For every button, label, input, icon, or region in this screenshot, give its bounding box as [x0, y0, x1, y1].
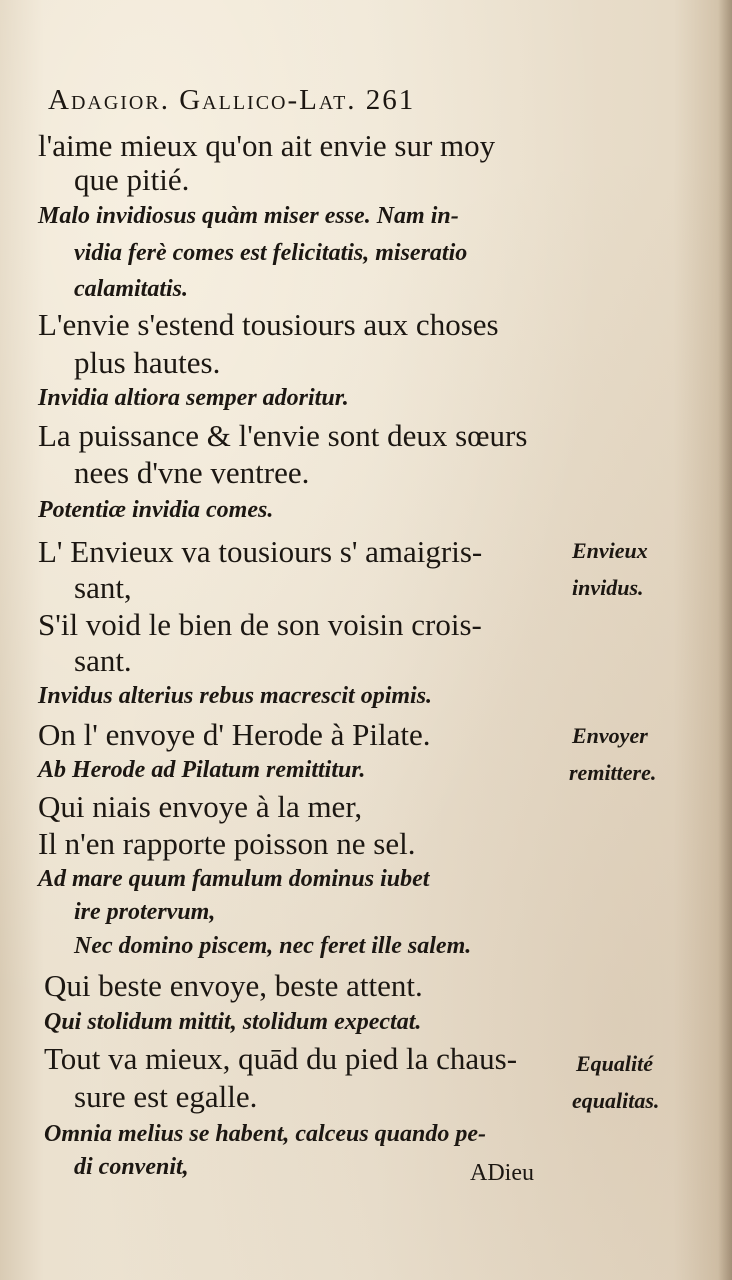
text-line-latin: Invidia altiora semper adoritur.: [38, 385, 349, 411]
text-line-french: sure est egalle.: [74, 1079, 258, 1114]
text-line-latin: calamitatis.: [74, 276, 188, 302]
text-line-french: L' Envieux va tousiours s' amaigris-: [38, 534, 483, 569]
margin-note: invidus.: [572, 575, 644, 600]
text-line-latin: Nec domino piscem, nec feret ille salem.: [74, 933, 472, 959]
text-line-french: S'il void le bien de son voisin crois-: [38, 607, 482, 642]
margin-note: Envoyer: [572, 723, 648, 748]
text-line-french: sant,: [74, 570, 132, 605]
running-header: Adagior. Gallico-Lat. 261: [48, 84, 416, 116]
margin-note: remittere.: [569, 760, 657, 785]
text-line-latin: di convenit,: [74, 1154, 189, 1180]
catchword: ADieu: [470, 1160, 534, 1186]
text-line-french: Qui niais envoye à la mer,: [38, 789, 363, 824]
text-line-latin: ire protervum,: [74, 899, 216, 925]
text-line-latin: Omnia melius se habent, calceus quando pe-: [44, 1121, 487, 1147]
text-line-french: L'envie s'estend tousiours aux choses: [38, 307, 499, 342]
text-line-french: l'aime mieux qu'on ait envie sur moy: [38, 128, 496, 163]
text-line-french: Il n'en rapporte poisson ne sel.: [38, 826, 416, 861]
text-line-french: Tout va mieux, quād du pied la chaus-: [44, 1041, 518, 1076]
text-line-latin: Ad mare quum famulum dominus iubet: [38, 866, 430, 892]
text-line-french: plus hautes.: [74, 345, 221, 380]
text-line-french: nees d'vne ventree.: [74, 455, 310, 490]
text-line-french: sant.: [74, 643, 132, 678]
text-line-french: que pitié.: [74, 162, 190, 197]
margin-note: Equalité: [576, 1051, 654, 1076]
text-line-latin: Potentiæ invidia comes.: [38, 497, 274, 523]
margin-note: Envieux: [572, 538, 648, 563]
text-line-french: La puissance & l'envie sont deux sœurs: [38, 418, 528, 453]
text-line-latin: Malo invidiosus quàm miser esse. Nam in-: [38, 203, 459, 229]
page-edge-shadow: [718, 0, 732, 1280]
text-line-french: Qui beste envoye, beste attent.: [44, 968, 423, 1003]
text-line-latin: vidia ferè comes est felicitatis, miseratio: [74, 240, 468, 266]
text-line-french: On l' envoye d' Herode à Pilate.: [38, 717, 431, 752]
text-line-latin: Ab Herode ad Pilatum remittitur.: [38, 757, 366, 783]
margin-note: equalitas.: [572, 1088, 660, 1113]
text-line-latin: Invidus alterius rebus macrescit opimis.: [38, 683, 433, 709]
text-line-latin: Qui stolidum mittit, stolidum expectat.: [44, 1009, 422, 1035]
